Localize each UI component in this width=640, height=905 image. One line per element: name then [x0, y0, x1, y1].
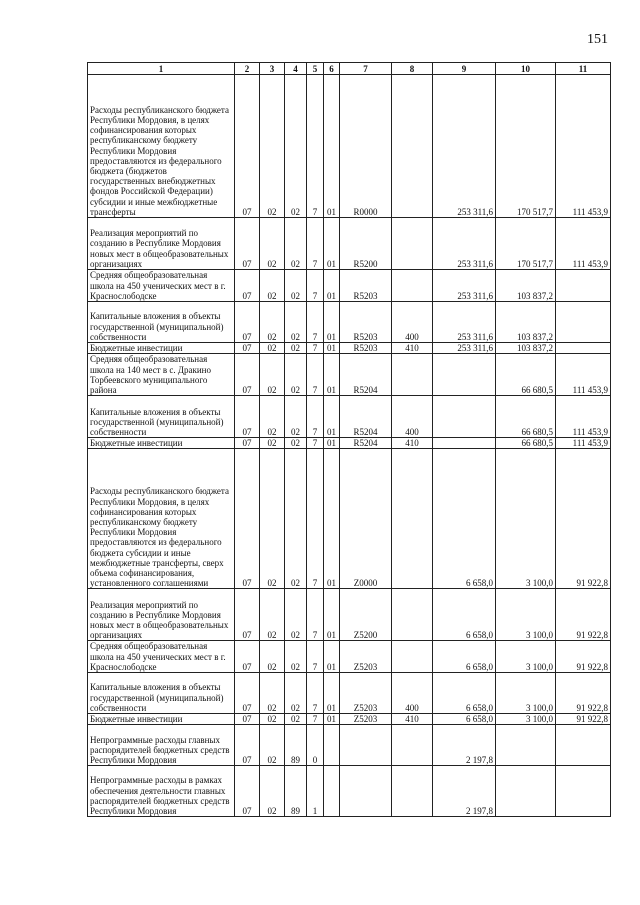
row-cell-col-9: 2 197,8 [433, 766, 496, 817]
row-cell-col-2: 07 [235, 673, 260, 714]
page-number: 151 [587, 32, 608, 47]
row-cell-col-5: 7 [307, 673, 324, 714]
row-cell-col-2: 07 [235, 218, 260, 270]
row-cell-col-6: 01 [324, 270, 340, 302]
row-cell-col-7 [340, 725, 392, 766]
row-cell-col-7: R5203 [340, 270, 392, 302]
row-cell-col-3: 02 [260, 438, 285, 449]
header-col-6: 6 [324, 63, 340, 75]
row-cell-col-9: 6 658,0 [433, 641, 496, 673]
row-cell-col-7: R5204 [340, 438, 392, 449]
row-cell-col-2: 07 [235, 714, 260, 725]
row-cell-col-6 [324, 725, 340, 766]
row-cell-col-10: 66 680,5 [496, 396, 556, 438]
row-cell-col-11 [556, 766, 611, 817]
row-cell-col-9: 6 658,0 [433, 589, 496, 641]
row-cell-col-4: 89 [285, 766, 307, 817]
row-cell-col-4: 02 [285, 343, 307, 354]
row-cell-col-9: 253 311,6 [433, 343, 496, 354]
table-row [88, 641, 611, 673]
header-col-8: 8 [392, 63, 433, 75]
row-cell-col-11: 111 453,9 [556, 218, 611, 270]
row-cell-col-10: 103 837,2 [496, 302, 556, 343]
row-cell-col-4: 89 [285, 725, 307, 766]
row-cell-col-7 [340, 766, 392, 817]
row-cell-col-7: Z5203 [340, 673, 392, 714]
row-cell-col-8: 400 [392, 396, 433, 438]
row-cell-col-6: 01 [324, 302, 340, 343]
row-cell-col-3: 02 [260, 589, 285, 641]
row-cell-col-10: 170 517,7 [496, 75, 556, 218]
row-cell-col-6 [324, 766, 340, 817]
row-cell-col-7: R5204 [340, 396, 392, 438]
row-cell-col-11: 91 922,8 [556, 673, 611, 714]
row-cell-col-11: 111 453,9 [556, 75, 611, 218]
row-cell-col-10: 3 100,0 [496, 641, 556, 673]
row-name-cell: Бюджетные инвестиции [88, 438, 235, 449]
row-name-cell: Реализация мероприятий по созданию в Республике Мордовия новых мест в общеобразовательных организациях [88, 589, 235, 641]
row-cell-col-8 [392, 75, 433, 218]
row-cell-col-4: 02 [285, 714, 307, 725]
row-cell-col-3: 02 [260, 673, 285, 714]
row-cell-col-2: 07 [235, 641, 260, 673]
row-cell-col-11 [556, 725, 611, 766]
header-col-5: 5 [307, 63, 324, 75]
header-col-3: 3 [260, 63, 285, 75]
row-cell-col-8 [392, 270, 433, 302]
table-row [88, 589, 611, 641]
row-cell-col-11: 111 453,9 [556, 354, 611, 396]
row-cell-col-3: 02 [260, 354, 285, 396]
row-cell-col-5: 1 [307, 766, 324, 817]
row-cell-col-5: 7 [307, 641, 324, 673]
row-cell-col-4: 02 [285, 270, 307, 302]
row-cell-col-9: 6 658,0 [433, 673, 496, 714]
row-cell-col-8: 410 [392, 714, 433, 725]
row-cell-col-8: 410 [392, 343, 433, 354]
row-cell-col-5: 7 [307, 270, 324, 302]
row-cell-col-10 [496, 766, 556, 817]
row-cell-col-2: 07 [235, 589, 260, 641]
row-cell-col-9: 253 311,6 [433, 218, 496, 270]
row-cell-col-10: 3 100,0 [496, 673, 556, 714]
row-cell-col-3: 02 [260, 302, 285, 343]
row-cell-col-8 [392, 354, 433, 396]
row-cell-col-8: 400 [392, 302, 433, 343]
header-col-11: 11 [556, 63, 611, 75]
row-cell-col-8 [392, 641, 433, 673]
row-cell-col-5: 7 [307, 354, 324, 396]
row-cell-col-10: 170 517,7 [496, 218, 556, 270]
row-name-cell: Капитальные вложения в объекты государственной (муниципальной) собственности [88, 673, 235, 714]
row-cell-col-2: 07 [235, 343, 260, 354]
row-cell-col-4: 02 [285, 673, 307, 714]
row-cell-col-10: 3 100,0 [496, 714, 556, 725]
row-cell-col-2: 07 [235, 270, 260, 302]
row-cell-col-8: 410 [392, 438, 433, 449]
row-name-cell: Средняя общеобразовательная школа на 450 ученических мест в г. Краснослободске [88, 270, 235, 302]
row-cell-col-6: 01 [324, 589, 340, 641]
row-name-cell: Непрограммные расходы в рамках обеспечения деятельности главных распорядителей бюджетных средств Республики Мордовия [88, 766, 235, 817]
row-cell-col-11: 111 453,9 [556, 396, 611, 438]
row-cell-col-11 [556, 302, 611, 343]
row-cell-col-10: 3 100,0 [496, 449, 556, 589]
row-cell-col-5: 0 [307, 725, 324, 766]
table-header-row [88, 63, 611, 75]
row-cell-col-4: 02 [285, 641, 307, 673]
table-row [88, 396, 611, 438]
row-cell-col-3: 02 [260, 396, 285, 438]
row-cell-col-3: 02 [260, 218, 285, 270]
row-cell-col-8 [392, 589, 433, 641]
row-name-cell: Расходы республиканского бюджета Республики Мордовия, в целях софинансирования которых республиканскому бюджету Республики Мордовия предоставляются из федерального бюджета субсидии и иные межбюджетные трансферты, сверх объема софинансирования, установленного соглашениями [88, 449, 235, 589]
table-row [88, 75, 611, 218]
row-cell-col-6: 01 [324, 75, 340, 218]
row-cell-col-7: Z5200 [340, 589, 392, 641]
row-cell-col-7: R5203 [340, 302, 392, 343]
row-cell-col-6: 01 [324, 641, 340, 673]
table-row [88, 354, 611, 396]
row-cell-col-5: 7 [307, 396, 324, 438]
row-cell-col-9 [433, 354, 496, 396]
row-cell-col-8 [392, 218, 433, 270]
row-cell-col-9: 6 658,0 [433, 449, 496, 589]
row-cell-col-5: 7 [307, 589, 324, 641]
header-col-9: 9 [433, 63, 496, 75]
table-body [88, 75, 611, 817]
row-cell-col-7: R0000 [340, 75, 392, 218]
row-cell-col-5: 7 [307, 302, 324, 343]
row-name-cell: Бюджетные инвестиции [88, 343, 235, 354]
row-cell-col-3: 02 [260, 270, 285, 302]
row-cell-col-9: 253 311,6 [433, 270, 496, 302]
row-cell-col-7: R5200 [340, 218, 392, 270]
row-cell-col-6: 01 [324, 354, 340, 396]
row-cell-col-4: 02 [285, 75, 307, 218]
row-cell-col-10: 103 837,2 [496, 270, 556, 302]
row-cell-col-5: 7 [307, 449, 324, 589]
row-cell-col-10: 66 680,5 [496, 354, 556, 396]
row-cell-col-8 [392, 449, 433, 589]
row-cell-col-7: R5203 [340, 343, 392, 354]
row-cell-col-3: 02 [260, 725, 285, 766]
row-cell-col-5: 7 [307, 438, 324, 449]
table-row [88, 343, 611, 354]
row-cell-col-10: 66 680,5 [496, 438, 556, 449]
row-cell-col-3: 02 [260, 449, 285, 589]
row-cell-col-4: 02 [285, 396, 307, 438]
row-cell-col-5: 7 [307, 75, 324, 218]
row-name-cell: Расходы республиканского бюджета Республики Мордовия, в целях софинансирования которых республиканскому бюджету Республики Мордовия предоставляются из федерального бюджета (бюджетов государственных внебюджетных фондов Российской Федерации) субсидии и иные межбюджетные трансферты [88, 75, 235, 218]
row-name-cell: Средняя общеобразовательная школа на 450 ученических мест в г. Краснослободске [88, 641, 235, 673]
row-name-cell: Бюджетные инвестиции [88, 714, 235, 725]
row-cell-col-10: 3 100,0 [496, 589, 556, 641]
row-cell-col-7: Z5203 [340, 714, 392, 725]
row-cell-col-11: 91 922,8 [556, 714, 611, 725]
row-name-cell: Капитальные вложения в объекты государственной (муниципальной) собственности [88, 302, 235, 343]
table-row [88, 218, 611, 270]
row-name-cell: Капитальные вложения в объекты государственной (муниципальной) собственности [88, 396, 235, 438]
row-cell-col-6: 01 [324, 714, 340, 725]
row-cell-col-7: Z5203 [340, 641, 392, 673]
header-col-4: 4 [285, 63, 307, 75]
row-name-cell: Реализация мероприятий по созданию в Республике Мордовия новых мест в общеобразовательных организациях [88, 218, 235, 270]
header-col-2: 2 [235, 63, 260, 75]
row-cell-col-9: 253 311,6 [433, 302, 496, 343]
row-cell-col-6: 01 [324, 343, 340, 354]
table-row [88, 766, 611, 817]
row-cell-col-5: 7 [307, 343, 324, 354]
row-cell-col-3: 02 [260, 343, 285, 354]
row-cell-col-9: 2 197,8 [433, 725, 496, 766]
row-cell-col-4: 02 [285, 438, 307, 449]
row-cell-col-5: 7 [307, 714, 324, 725]
table-row [88, 714, 611, 725]
budget-table [87, 62, 611, 817]
row-name-cell: Непрограммные расходы главных распорядителей бюджетных средств Республики Мордовия [88, 725, 235, 766]
row-cell-col-2: 07 [235, 449, 260, 589]
table-row [88, 438, 611, 449]
row-cell-col-11: 91 922,8 [556, 589, 611, 641]
table-row [88, 673, 611, 714]
row-cell-col-7: R5204 [340, 354, 392, 396]
table-row [88, 725, 611, 766]
row-cell-col-2: 07 [235, 725, 260, 766]
row-cell-col-9 [433, 396, 496, 438]
row-cell-col-6: 01 [324, 396, 340, 438]
row-cell-col-6: 01 [324, 438, 340, 449]
header-col-1: 1 [88, 63, 235, 75]
row-cell-col-5: 7 [307, 218, 324, 270]
row-cell-col-9: 253 311,6 [433, 75, 496, 218]
row-cell-col-9 [433, 438, 496, 449]
row-cell-col-11: 111 453,9 [556, 438, 611, 449]
row-cell-col-7: Z0000 [340, 449, 392, 589]
row-cell-col-2: 07 [235, 438, 260, 449]
row-cell-col-4: 02 [285, 218, 307, 270]
row-cell-col-3: 02 [260, 75, 285, 218]
row-cell-col-3: 02 [260, 714, 285, 725]
row-cell-col-11: 91 922,8 [556, 449, 611, 589]
row-cell-col-11 [556, 270, 611, 302]
row-cell-col-8: 400 [392, 673, 433, 714]
row-cell-col-9: 6 658,0 [433, 714, 496, 725]
row-cell-col-8 [392, 766, 433, 817]
row-cell-col-2: 07 [235, 766, 260, 817]
row-cell-col-2: 07 [235, 354, 260, 396]
table-row [88, 270, 611, 302]
row-cell-col-6: 01 [324, 218, 340, 270]
row-cell-col-6: 01 [324, 673, 340, 714]
row-cell-col-11: 91 922,8 [556, 641, 611, 673]
row-name-cell: Средняя общеобразовательная школа на 140 мест в с. Дракино Торбеевского муниципального района [88, 354, 235, 396]
row-cell-col-10 [496, 725, 556, 766]
row-cell-col-6: 01 [324, 449, 340, 589]
row-cell-col-4: 02 [285, 449, 307, 589]
row-cell-col-4: 02 [285, 354, 307, 396]
row-cell-col-4: 02 [285, 302, 307, 343]
row-cell-col-11 [556, 343, 611, 354]
row-cell-col-3: 02 [260, 766, 285, 817]
row-cell-col-4: 02 [285, 589, 307, 641]
row-cell-col-2: 07 [235, 396, 260, 438]
table-row [88, 302, 611, 343]
table-row [88, 449, 611, 589]
header-col-7: 7 [340, 63, 392, 75]
row-cell-col-2: 07 [235, 75, 260, 218]
row-cell-col-8 [392, 725, 433, 766]
header-col-10: 10 [496, 63, 556, 75]
row-cell-col-10: 103 837,2 [496, 343, 556, 354]
row-cell-col-2: 07 [235, 302, 260, 343]
row-cell-col-3: 02 [260, 641, 285, 673]
